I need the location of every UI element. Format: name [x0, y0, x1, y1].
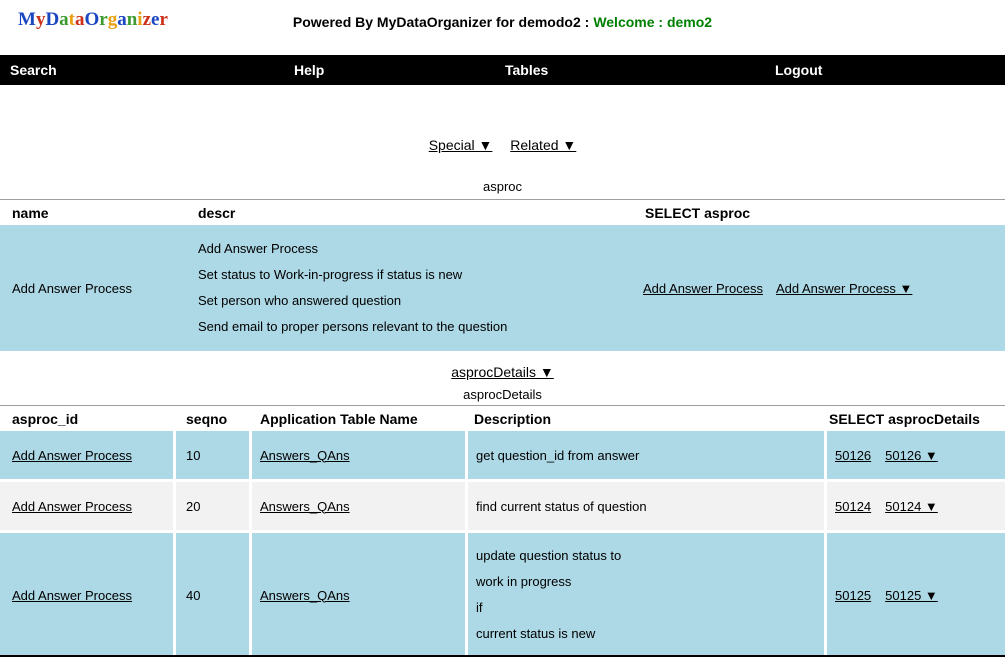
descr-line: Send email to proper persons relevant to the question — [198, 319, 508, 334]
logo-letter: r — [99, 9, 108, 30]
logo-letter: a — [117, 9, 127, 30]
description-line: current status is new — [476, 626, 596, 641]
asproc-table-row — [0, 225, 1005, 351]
asproc-name-cell: Add Answer Process — [12, 280, 132, 296]
col-application-table-name: Application Table Name — [260, 410, 418, 427]
select-cell — [827, 533, 1005, 657]
table-name-link[interactable]: Answers_QAns — [260, 498, 350, 514]
asproc-id-cell — [0, 533, 173, 657]
table-menus — [0, 137, 1005, 153]
asproc-id-link[interactable]: Add Answer Process — [12, 587, 132, 603]
logo-letter: e — [151, 9, 160, 30]
descr-line: Set status to Work-in-progress if status is new — [198, 267, 463, 282]
col-description: Description — [474, 410, 552, 427]
seqno-cell: 40 — [176, 533, 249, 657]
select-cell — [827, 431, 1005, 479]
record-id-menu-link[interactable]: 50124 ▼ — [885, 498, 938, 514]
table-name-cell — [252, 533, 465, 657]
table-row — [0, 431, 1005, 479]
asprocdetails-table-title: asprocDetails — [463, 387, 542, 402]
logo-letter: D — [45, 9, 60, 30]
asproc-table-header — [0, 199, 1005, 225]
logo-letter: z — [142, 9, 152, 30]
asprocdetails-menu-link[interactable]: asprocDetails ▼ — [451, 364, 554, 380]
nav-item-search[interactable]: Search — [10, 62, 57, 78]
description-lines — [476, 543, 621, 647]
nav-item-logout[interactable]: Logout — [775, 62, 823, 78]
asprocdetails-menu-row — [0, 364, 1005, 380]
asprocdetails-rows — [0, 431, 1005, 657]
special-menu-link[interactable]: Special ▼ — [428, 137, 493, 153]
logo-letter: g — [107, 9, 118, 30]
col-select-asprocdetails: SELECT asprocDetails — [829, 410, 980, 427]
logo-letter: y — [35, 9, 46, 30]
asprocdetails-table-header — [0, 405, 1005, 431]
logo-letter: M — [18, 9, 36, 30]
descr-line: Add Answer Process — [198, 241, 318, 256]
description-line: update question status to — [476, 548, 622, 563]
table-row — [0, 533, 1005, 657]
seqno-cell: 10 — [176, 431, 249, 479]
app-logo — [18, 9, 168, 31]
asproc-id-link[interactable]: Add Answer Process — [12, 447, 132, 463]
asproc-select-cell — [633, 281, 1005, 296]
descr-line: Set person who answered question — [198, 293, 402, 308]
description-line: work in progress — [476, 574, 572, 589]
logo-letter: i — [137, 9, 143, 30]
record-id-menu-link[interactable]: 50125 ▼ — [885, 587, 938, 603]
welcome-text: Welcome : demo2 — [593, 14, 713, 30]
nav-item-tables[interactable]: Tables — [505, 62, 549, 78]
asproc-id-cell — [0, 431, 173, 479]
asproc-id-link[interactable]: Add Answer Process — [12, 498, 132, 514]
table-name-link[interactable]: Answers_QAns — [260, 587, 350, 603]
asproc-col-select: SELECT asproc — [645, 204, 751, 221]
description-cell — [468, 533, 824, 657]
table-name-link[interactable]: Answers_QAns — [260, 447, 350, 463]
description-cell: get question_id from answer — [468, 431, 824, 479]
asproc-select-menu-link[interactable]: Add Answer Process ▼ — [775, 280, 913, 296]
page-header — [0, 0, 1005, 55]
record-id-link[interactable]: 50124 — [835, 498, 872, 514]
related-menu-link[interactable]: Related ▼ — [510, 137, 577, 153]
asproc-select-link[interactable]: Add Answer Process — [643, 280, 763, 296]
asproc-descr-cell — [186, 236, 633, 340]
asproc-id-cell — [0, 482, 173, 530]
col-asproc-id: asproc_id — [12, 410, 79, 427]
powered-by-text: Powered By MyDataOrganizer for demodo2 : — [292, 14, 590, 30]
asproc-col-name: name — [12, 204, 49, 221]
table-name-cell — [252, 482, 465, 530]
record-id-menu-link[interactable]: 50126 ▼ — [885, 447, 938, 463]
table-row — [0, 482, 1005, 530]
col-seqno: seqno — [186, 410, 228, 427]
description-cell: find current status of question — [468, 482, 824, 530]
logo-letter: n — [126, 9, 138, 30]
seqno-cell: 20 — [176, 482, 249, 530]
record-id-link[interactable]: 50125 — [835, 587, 872, 603]
asproc-col-descr: descr — [198, 204, 236, 221]
select-cell — [827, 482, 1005, 530]
logo-letter: O — [84, 9, 100, 30]
nav-item-help[interactable]: Help — [294, 62, 325, 78]
description-line: if — [476, 600, 483, 615]
table-name-cell — [252, 431, 465, 479]
asproc-table-title: asproc — [482, 179, 523, 194]
logo-letter: t — [68, 9, 75, 30]
logo-letter: a — [59, 9, 69, 30]
logo-letter: a — [75, 9, 85, 30]
record-id-link[interactable]: 50126 — [835, 447, 872, 463]
main-nav — [0, 55, 1005, 85]
logo-letter: r — [159, 9, 168, 30]
